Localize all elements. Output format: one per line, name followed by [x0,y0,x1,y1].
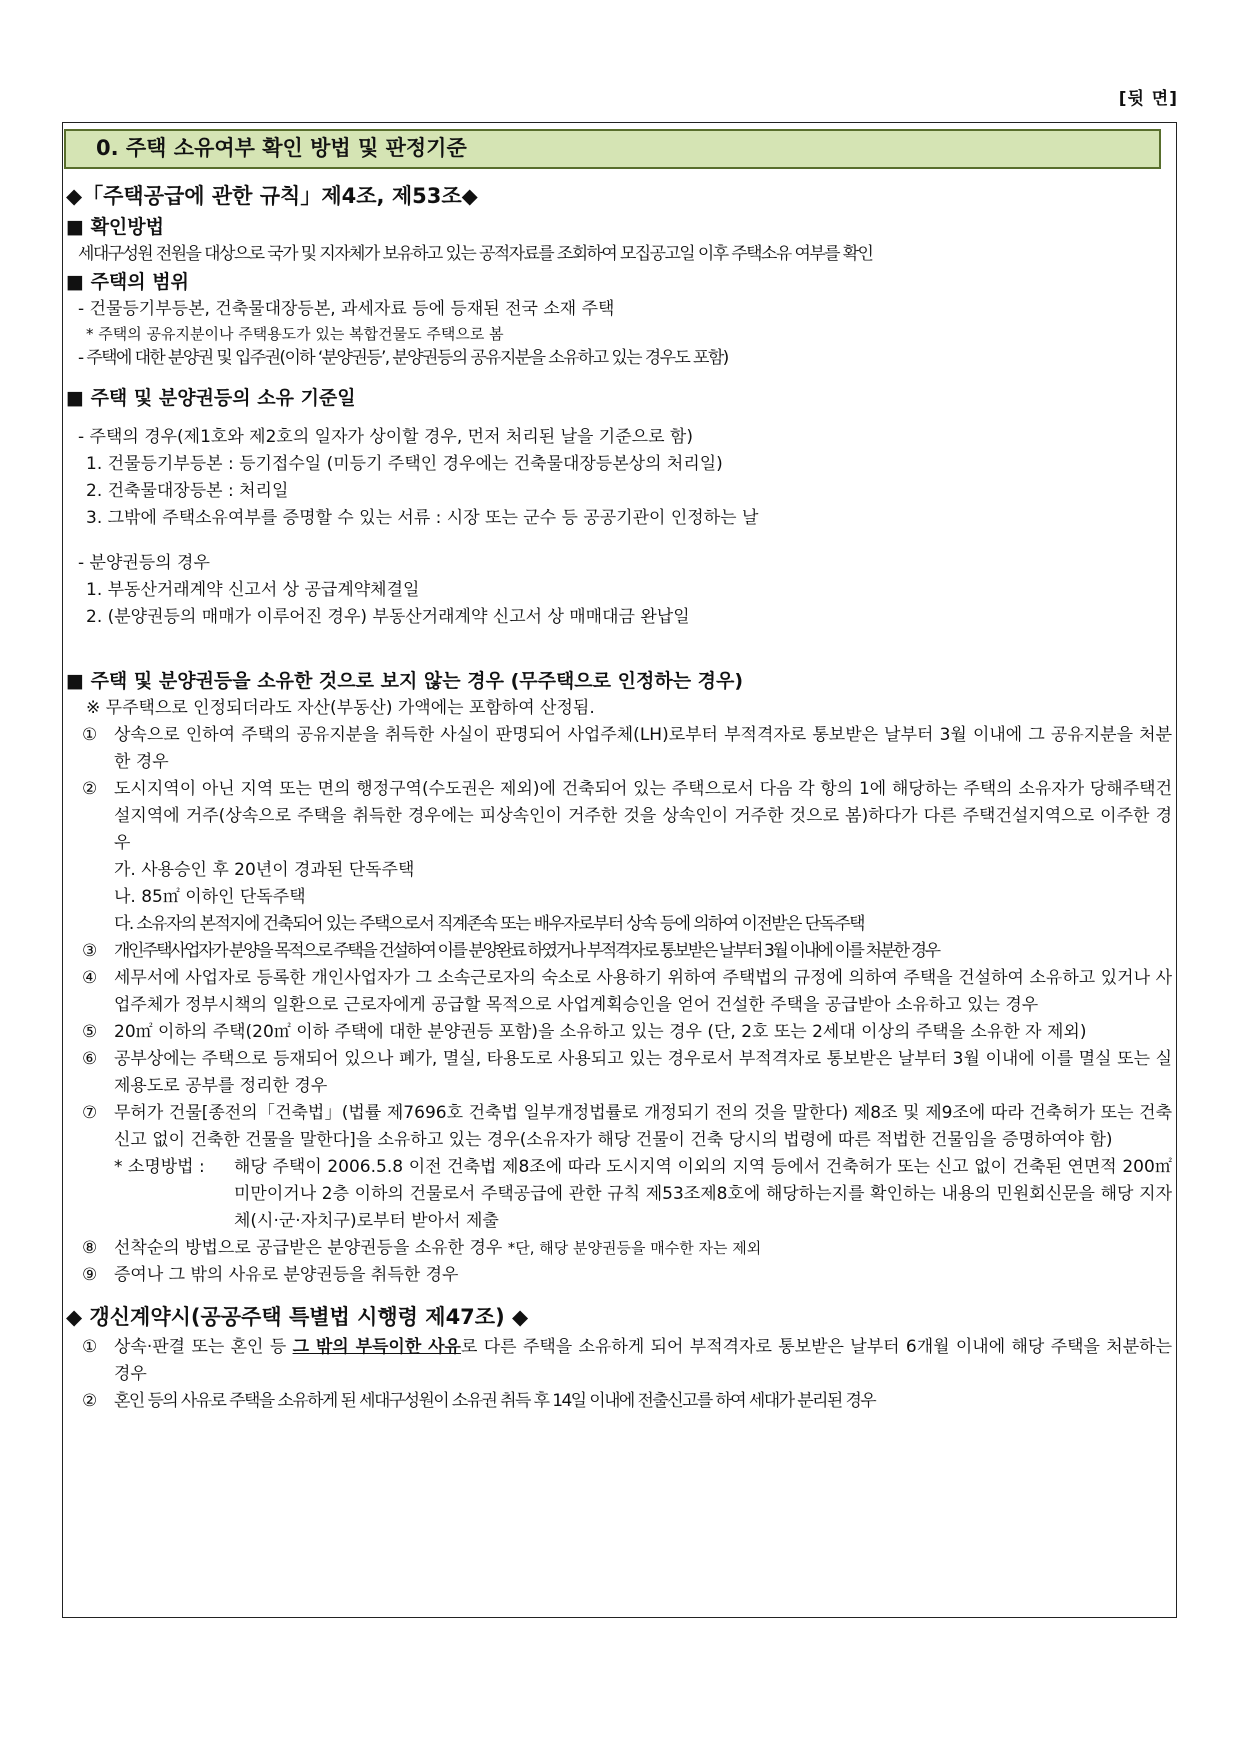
item-number: ④ [82,968,98,988]
house-item-3: 3. 그밖에 주택소유여부를 증명할 수 있는 서류 : 시장 또는 군수 등 공공기관이 인정하는 날 [86,508,759,528]
item-number: ⑤ [82,1022,98,1042]
exempt-item-6: ⑥ 공부상에는 주택으로 등재되어 있으나 폐가, 멸실, 타용도로 사용되고 있는 경우로서 부적격자로 통보받은 날부터 3월 이내에 이를 멸실 또는 실제용도로 공부를 정리한 경우 [66,1046,1172,1100]
section-header: 0. 주택 소유여부 확인 방법 및 판정기준 [64,129,1161,169]
exempt-heading: ■ 주택 및 분양권등을 소유한 것으로 보지 않는 경우 (무주택으로 인정하는 경우) [66,670,744,692]
item-number: ① [82,725,98,745]
exempt-item-9: ⑨ 증여나 그 밖의 사유로 분양권등을 취득한 경우 [66,1262,1172,1289]
scope-line-2: - 주택에 대한 분양권 및 입주권(이하 ‘분양권등’, 분양권등의 공유지분을 소유하고 있는 경우도 포함) [78,348,728,368]
renewal-item-2: ② 혼인 등의 사유로 주택을 소유하게 된 세대구성원이 소유권 취득 후 14일 이내에 전출신고를 하여 세대가 분리된 경우 [66,1388,1172,1415]
exempt-item-1: ① 상속으로 인하여 주택의 공유지분을 취득한 사실이 판명되어 사업주체(LH)로부터 부적격자로 통보받은 날부터 3월 이내에 그 공유지분을 처분한 경우 [66,722,1172,776]
scope-heading: ■ 주택의 범위 [66,271,189,293]
underlined-phrase: 그 밖의 부득이한 사유 [292,1337,461,1357]
exempt-item-4: ④ 세무서에 사업자로 등록한 개인사업자가 그 소속근로자의 숙소로 사용하기 위하여 주택법의 규정에 의하여 주택을 건설하여 소유하고 있거나 사업주체가 정부시책의 일환으로 근로자에게 공급할 목적으로 사업계획승인을 얻어 건설한 주택을 공급받아 소유하고 있는 경우 [66,965,1172,1019]
verify-text: 세대구성원 전원을 대상으로 국가 및 지자체가 보유하고 있는 공적자료를 조회하여 모집공고일 이후 주택소유 여부를 확인 [78,244,873,264]
rule-title: ◆「주택공급에 관한 규칙」제4조, 제53조◆ [66,184,478,208]
house-intro: - 주택의 경우(제1호와 제2호의 일자가 상이할 경우, 먼저 처리된 날을 기준으로 함) [78,427,693,447]
right-item-1: 1. 부동산거래계약 신고서 상 공급계약체결일 [86,580,420,600]
house-item-1: 1. 건물등기부등본 : 등기접수일 (미등기 주택인 경우에는 건축물대장등본상의 처리일) [86,454,723,474]
item-number: ⑧ [82,1238,98,1258]
exempt-item-7: ⑦ 무허가 건물[종전의「건축법」(법률 제7696호 건축법 일부개정법률로 개정되기 전의 것을 말한다) 제8조 및 제9조에 따라 건축허가 또는 건축신고 없이 건축한 건물을 말한다]을 소유하고 있는 경우(소유자가 해당 건물이 건축 당시의 법령에 따른 적법한 건물임을 증명하여야 함) [66,1100,1172,1154]
exempt-item-2-sub-a: 가. 사용승인 후 20년이 경과된 단독주택 [114,860,415,880]
verify-heading: ■ 확인방법 [66,216,164,238]
item-number: ③ [82,941,98,961]
exempt-note: ※ 무주택으로 인정되더라도 자산(부동산) 가액에는 포함하여 산정됨. [86,698,595,718]
renewal-item-1: ① 상속·판결 또는 혼인 등 그 밖의 부득이한 사유로 다른 주택을 소유하게 되어 부적격자로 통보받은 날부터 6개월 이내에 해당 주택을 처분하는 경우 [66,1334,1172,1388]
item-number: ① [82,1337,98,1357]
item-number: ② [82,1391,98,1411]
right-intro: - 분양권등의 경우 [78,553,210,573]
page-side-label: [뒷 면] [1118,89,1178,109]
item-number: ⑦ [82,1103,98,1123]
exempt-item-8-note: *단, 해당 분양권등을 매수한 자는 제외 [507,1239,762,1257]
scope-line-1: - 건물등기부등본, 건축물대장등본, 과세자료 등에 등재된 전국 소재 주택 [78,299,615,319]
exempt-item-5: ⑤ 20㎡ 이하의 주택(20㎡ 이하 주택에 대한 분양권등 포함)을 소유하고 있는 경우 (단, 2호 또는 2세대 이상의 주택을 소유한 자 제외) [66,1019,1172,1046]
base-date-heading: ■ 주택 및 분양권등의 소유 기준일 [66,387,356,409]
right-item-2: 2. (분양권등의 매매가 이루어진 경우) 부동산거래계약 신고서 상 매매대금 완납일 [86,607,690,627]
scope-note: * 주택의 공유지분이나 주택용도가 있는 복합건물도 주택으로 봄 [86,325,504,343]
item-number: ② [82,779,98,799]
exempt-item-2-sub-b: 나. 85㎡ 이하인 단독주택 [114,887,306,907]
item-number: ⑥ [82,1049,98,1069]
exempt-item-2: ② 도시지역이 아닌 지역 또는 면의 행정구역(수도권은 제외)에 건축되어 있는 주택으로서 다음 각 항의 1에 해당하는 주택의 소유자가 당해주택건설지역에 거주(상속으로 주택을 취득한 경우에는 피상속인이 거주한 것을 상속인이 거주한 것으로 봄)하다가 다른 주택건설지역으로 이주한 경우 [66,776,1172,857]
exempt-item-7-note: * 소명방법 : 해당 주택이 2006.5.8 이전 건축법 제8조에 따라 도시지역 이외의 지역 등에서 건축허가 또는 신고 없이 건축된 연면적 200㎡ 미만이거나 2층 이하의 건물로서 주택공급에 관한 규칙 제53조제8호에 해당하는지를 확인하는 내용의 민원회신문을 해당 지자체(시·군·자치구)로부터 받아서 제출 [66,1154,1172,1235]
exempt-item-2-sub-c: 다. 소유자의 본적지에 건축되어 있는 주택으로서 직계존속 또는 배우자로부터 상속 등에 의하여 이전받은 단독주택 [114,914,864,934]
document-body [66,180,1172,1415]
exempt-item-8: ⑧ 선착순의 방법으로 공급받은 분양권등을 소유한 경우 *단, 해당 분양권등을 매수한 자는 제외 [66,1235,1172,1262]
renewal-heading: ◆ 갱신계약시(공공주택 특별법 시행령 제47조) ◆ [66,1305,529,1329]
note-label: * 소명방법 : [114,1157,205,1177]
exempt-item-3: ③ 개인주택사업자가 분양을 목적으로 주택을 건설하여 이를 분양완료 하였거나 부적격자로 통보받은 날부터 3월 이내에 이를 처분한 경우 [66,938,1172,965]
item-number: ⑨ [82,1265,98,1285]
house-item-2: 2. 건축물대장등본 : 처리일 [86,481,289,501]
